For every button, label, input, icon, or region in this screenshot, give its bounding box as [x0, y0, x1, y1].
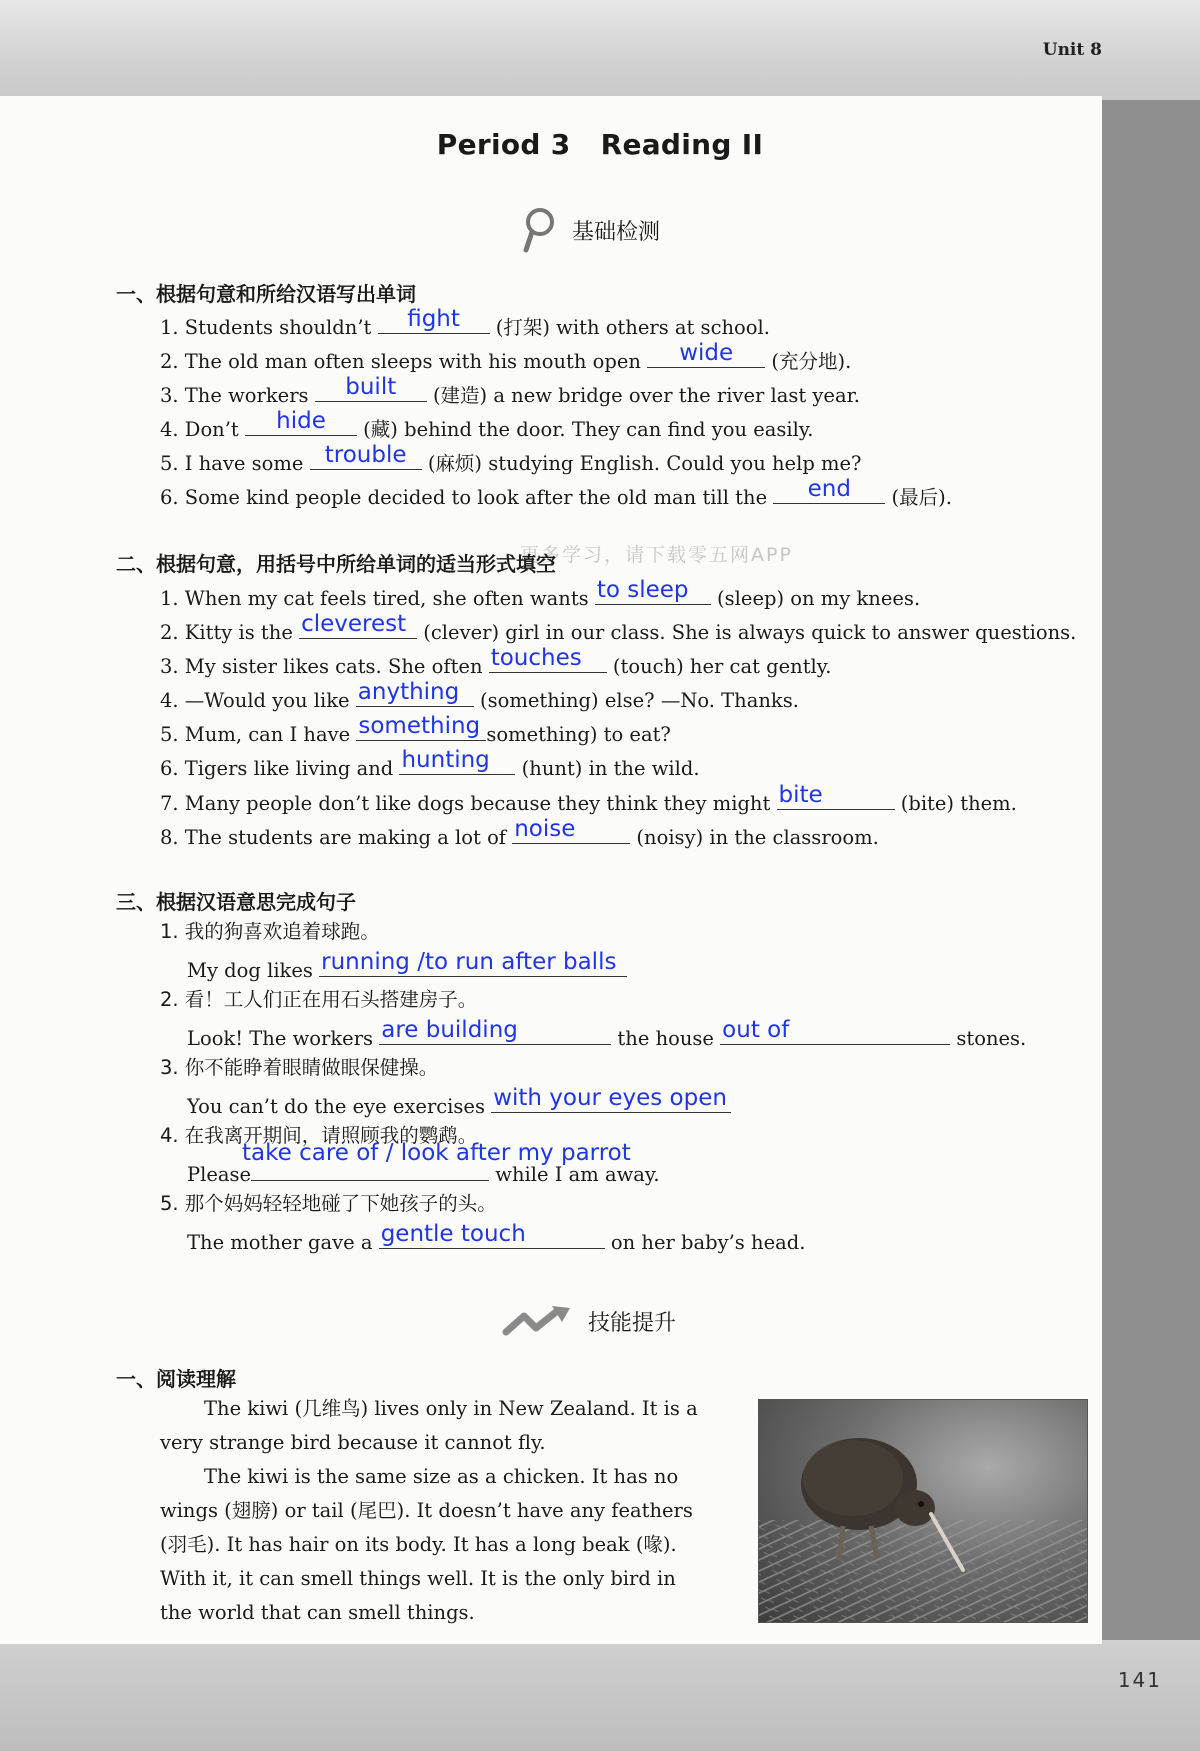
part3-item-2: Look! The workers are building the house out of stones. — [187, 1017, 1027, 1050]
part4-heading: 一、阅读理解 — [116, 1367, 236, 1391]
page-title — [0, 128, 1200, 161]
part1-item-6: 6. Some kind people decided to look after the old man till the end (最后). — [160, 476, 952, 509]
scan-top-band — [0, 0, 1200, 100]
kiwi-bird-photo — [758, 1399, 1088, 1623]
title-period: Period 3 — [436, 128, 571, 161]
part3-item-2-cn: 2. 看！工人们正在用石头搭建房子。 — [160, 988, 478, 1011]
kiwi-bird-illustration — [759, 1400, 1087, 1622]
answer-blank[interactable]: to sleep — [595, 582, 711, 605]
answer-blank[interactable]: touches — [489, 650, 607, 673]
part1-item-2: 2. The old man often sleeps with his mouth open wide (充分地). — [160, 340, 852, 373]
part1-item-3: 3. The workers built (建造) a new bridge over the river last year. — [160, 374, 860, 407]
section-basic-check — [518, 206, 660, 254]
answer-blank[interactable]: hide — [245, 413, 357, 436]
part1-item-4: 4. Don’t hide (藏) behind the door. They can find you easily. — [160, 408, 814, 441]
page-number: 141 — [1117, 1668, 1162, 1692]
part2-item-7: 7. Many people don’t like dogs because they think they might bite (bite) them. — [160, 782, 1017, 815]
answer-blank[interactable]: gentle touch — [379, 1226, 605, 1249]
part3-item-1: My dog likes running /to run after balls — [187, 954, 627, 983]
part2-item-3: 3. My sister likes cats. She often touches (touch) her cat gently. — [160, 645, 832, 678]
part1-item-5: 5. I have some trouble (麻烦) studying English. Could you help me? — [160, 442, 862, 475]
answer-blank[interactable]: bite — [777, 787, 895, 810]
answer-blank[interactable]: end — [773, 481, 885, 504]
answer-blank[interactable]: fight — [378, 311, 490, 334]
part3-item-5-cn: 5. 那个妈妈轻轻地碰了下她孩子的头。 — [160, 1192, 497, 1215]
answer-blank[interactable]: built — [315, 379, 427, 402]
title-name: Reading II — [600, 128, 764, 161]
section-skill-up — [502, 1304, 676, 1338]
part3-item-4-cn: 4. 在我离开期间，请照顾我的鹦鹉。 — [160, 1124, 478, 1147]
part3-item-4-answer: take care of / look after my parrot — [242, 1140, 631, 1166]
scan-bottom-band — [0, 1640, 1200, 1751]
part2-item-5: 5. Mum, can I have something something) to eat? — [160, 713, 671, 746]
part2-item-8: 8. The students are making a lot of noise (noisy) in the classroom. — [160, 816, 879, 849]
reading-paragraph: The kiwi is the same size as a chicken. It has no wings (翅膀) or tail (尾巴). It doesn’t have any feathers (羽毛). It has hair on its body. It has a long beak (喙). With it, it can smell things well. It is the only bird in the world that can smell things. — [160, 1465, 693, 1624]
answer-blank[interactable]: trouble — [310, 447, 422, 470]
part3-heading: 三、根据汉语意思完成句子 — [116, 890, 356, 914]
answer-blank[interactable]: noise — [512, 821, 630, 844]
section-skill-up-label: 技能提升 — [588, 1310, 677, 1336]
part3-item-1-cn: 1. 我的狗喜欢追着球跑。 — [160, 920, 380, 943]
part2-item-1: 1. When my cat feels tired, she often wants to sleep (sleep) on my knees. — [160, 577, 921, 610]
part3-item-4: Please while I am away. — [187, 1158, 660, 1187]
part1-heading: 一、根据句意和所给汉语写出单词 — [116, 282, 416, 306]
part2-heading: 二、根据句意，用括号中所给单词的适当形式填空 — [116, 552, 556, 576]
reading-passage — [160, 1392, 708, 1630]
trend-up-icon — [502, 1304, 574, 1338]
reading-paragraph: The kiwi (几维鸟) lives only in New Zealand. It is a very strange bird because it cannot fly. — [160, 1397, 698, 1454]
unit-label: Unit 8 — [1042, 40, 1102, 60]
answer-blank[interactable]: are building — [379, 1022, 611, 1045]
answer-blank[interactable]: anything — [356, 684, 474, 707]
part1-item-1: 1. Students shouldn’t fight (打架) with others at school. — [160, 306, 770, 339]
answer-blank[interactable]: out of — [720, 1022, 950, 1045]
part3-item-5: The mother gave a gentle touch on her baby’s head. — [187, 1221, 806, 1254]
part3-item-3: You can’t do the eye exercises with your eyes open — [187, 1090, 731, 1119]
answer-blank[interactable]: running /to run after balls — [319, 954, 627, 977]
answer-blank[interactable]: wide — [647, 345, 765, 368]
answer-blank[interactable]: with your eyes open — [491, 1090, 731, 1113]
answer-blank[interactable]: cleverest — [299, 616, 417, 639]
answer-blank[interactable]: hunting — [399, 752, 515, 775]
part2-item-2: 2. Kitty is the cleverest (clever) girl in our class. She is always quick to answer questions. — [160, 611, 1077, 644]
answer-blank[interactable]: something — [356, 718, 486, 741]
section-basic-check-label: 基础检测 — [572, 219, 661, 245]
part3-item-3-cn: 3. 你不能睁着眼睛做眼保健操。 — [160, 1056, 439, 1079]
watermark: 更多学习，请下载零五网APP — [520, 544, 793, 566]
part2-item-4: 4. —Would you like anything (something) else? —No. Thanks. — [160, 679, 799, 712]
magnifier-icon — [518, 206, 558, 254]
part2-item-6: 6. Tigers like living and hunting (hunt) in the wild. — [160, 747, 700, 780]
